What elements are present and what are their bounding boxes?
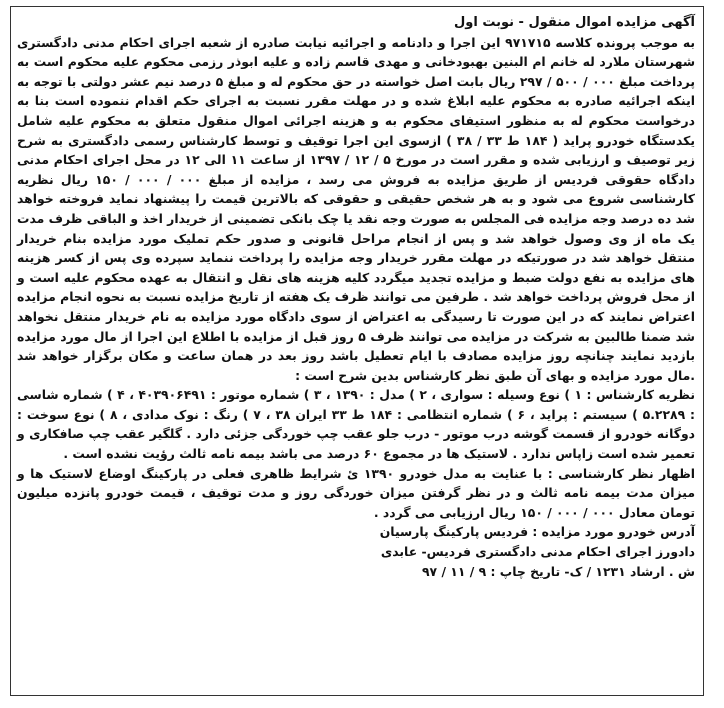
notice-title: آگهی مزایده اموال منقول - نوبت اول [454,15,695,30]
publication-line: ش . ارشاد ۱۲۳۱ / ک- تاریخ چاپ : ۹ / ۱۱ / ۹۷ [421,563,695,579]
signature-line: دادورز اجرای احکام مدنی دادگستری فردیس- عابدی [380,544,695,560]
right-margin-bleed [714,0,724,708]
vehicle-address: آدرس خودرو مورد مزایده : فردیس پارکینگ پارسیان [379,524,695,540]
auction-notice [10,6,704,696]
notice-main-paragraph: به موجب پرونده کلاسه ۹۷۱۷۱۵ این اجرا و دادنامه و اجرائیه نیابت صادره از شعبه اجرای احکام مدنی دادگستری شهرستان ملارد له خانم ام البنین بهبودخانی و مهدی قاسم زاده و علیه ابوذر رزمی محکوم علیه محکوم است به پرداخت مبلغ ۰۰۰ / ۵۰۰ / ۲۹۷ ریال بابت اصل خواسته در حق محکوم له و مبلغ ۵ درصد نیم عشر دولتی با توجه به اینکه اجرائیه صادره به محکوم علیه ابلاغ شده و در مهلت مقرر نسبت به اجرای حکم اقدام ننموده است بنا به درخواست محکوم له به منظور استیفای محکوم به و هزینه اجرائی اموال منقول متعلق به محکوم علیه شامل یکدستگاه خودرو پراید ( ۱۸۴ ط ۳۳ / ۳۸ ) ازسوی این اجرا توقیف و توسط کارشناس رسمی دادگستری به شرح زیر توصیف و ارزیابی شده و مقرر است در مورخ ۵ / ۱۲ / ۱۳۹۷ از ساعت ۱۱ الی ۱۲ در محل اجرای احکام مدنی دادگاه حقوقی فردیس از طریق مزایده به فروش می رسد ، مزایده از مبلغ ۰۰۰ / ۰۰۰ / ۱۵۰ ریال نظریه کارشناسی شروع می شود و به هر شخص حقیقی و حقوقی که بالاترین قیمت را پیشنهاد نماید فروخته خواهد شد ده درصد وجه مزایده فی المجلس به صورت وجه نقد یا چک بانکی تضمینی از خریدار اخذ و الباقی ظرف مدت یک ماه از وی وصول خواهد شد و پس از انجام مراحل قانونی و صدور حکم تملیک مورد مزایده بنام خریدار منتقل خواهد شد در صورتیکه در مهلت مقرر خریدار وجه مزایده را پرداخت ننماید سپرده وی پس از کسر هزینه های مزایده به نفع دولت ضبط و مزایده تجدید میگردد کلیه هزینه های نقل و انتقال به عهده محکوم علیه است و از محل فروش پرداخت خواهد شد . طرفین می توانند ظرف یک هفته از تاریخ مزایده نسبت به نحوه انجام مزایده اعتراض نمایند که در این صورت تا رسیدگی به اعتراض از سوی دادگاه مورد مزایده به نام خریدار منتقل نخواهد شد ضمنا طالبین به شرکت در مزایده می توانند ظرف ۵ روز قبل از مزایده با اطلاع این اجرا از مال مورد مزایده بازدید نمایند چنانچه روز مزایده مصادف با ایام تعطیل باشد روز بعد در همان ساعت و مکان برگزار خواهد شد .مال مورد مزایده و بهای آن طبق نظر کارشناس بدین شرح است : [17,34,696,383]
left-margin-bleed [0,0,10,708]
expert-details-paragraph: نظریه کارشناس : ۱ ) نوع وسیله : سواری ، ۲ ) مدل : ۱۳۹۰ ، ۳ ) شماره موتور : ۴۰۳۹۰۶۴۹۱ ، ۴ ) شماره شاسی : ۵.۲۲۸۹ ) سیستم : پراید ، ۶ ) شماره انتظامی : ۱۸۴ ط ۳۳ ایران ۳۸ ، ۷ ) رنگ : نوک مدادی ، ۸ ) نوع سوخت : دوگانه خودرو از قسمت گوشه درب موتور - درب جلو عقب چپ خوردگی جزئی دارد . گلگیر عقب چپ صافکاری و تعمیر شده است زاپاس ندارد . لاستیک ها در مجموع ۶۰ درصد می باشد بیمه نامه ثالث رؤیت نشده است . [17,387,695,462]
expert-opinion-paragraph: اظهار نظر کارشناسی : با عنایت به مدل خودرو ۱۳۹۰ ئ شرایط ظاهری فعلی در پارکینگ اوضاع لاستیک ها و میزان مدت بیمه نامه ثالث و در نظر گرفتن میزان خوردگی روز و مدت توقیف ، قیمت خودرو پانزده میلیون تومان معادل ۰۰۰ / ۰۰۰ / ۱۵۰ ریال ارزیابی می گردد . [17,465,695,520]
